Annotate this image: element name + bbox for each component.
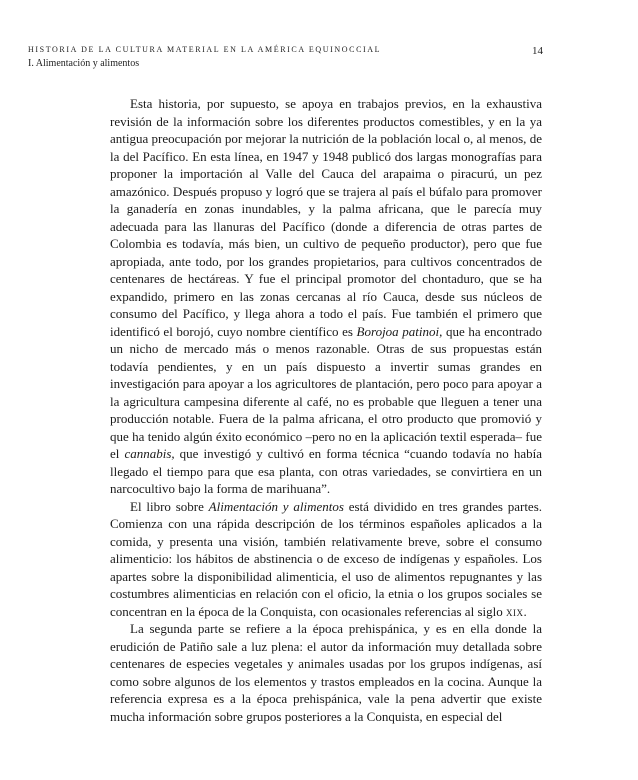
cannabis-term: cannabis, [124,446,175,461]
paragraph-2 [110,498,542,621]
running-title: HISTORIA DE LA CULTURA MATERIAL EN LA AMÉRICA EQUINOCCIAL [28,45,382,54]
scientific-name: Borojoa patinoi, [356,323,443,339]
body-text [110,95,542,725]
century-numeral: xix [505,603,524,619]
book-title: Alimentación y alimentos [208,498,344,514]
running-subtitle: I. Alimentación y alimentos [28,58,140,69]
paragraph-1-text-a: Esta historia, por supuesto, se apoya en trabajos previos, en la exhaustiva revisión de la información sobre los diferentes productos comestibles, y en la ya antigua preocupación por mejorar la nutrición de la población local o, al menos, de la del Pacífico. En esta línea, en 1947 y 1948 publicó dos largas monografías para proponer la importación al Valle del Cauca del arapaima o piracurú, un pez amazónico. Después propuso y logró que se trajera al país el búfalo para promover la ganadería en zonas inundables, y la palma africana, que le parecía muy adecuada para las llanuras del Pacífico (donde a diferencia de otras partes de Colombia es todavía, más bien, un cultivo de pequeño productor), pero que fue apropiada, ante todo, por los grandes propietarios, para cultivos concentrados de centenares de hectáreas. Y fue el principal promotor del chontaduro, que se ha expandido, primero en las zonas cercanas al río Cauca, desde sus núcleos de consumo del Pacífico, y llega ahora a todo el país. Fue también el primero que identificó el borojó, cuyo nombre científico es [110,96,542,339]
page-number: 14 [532,45,543,57]
paragraph-3: La segunda parte se refiere a la época prehispánica, y es en ella donde la erudición de Patiño sale a luz plena: el autor da información muy detallada sobre centenares de especies vegetales y animales usadas por los grupos indígenas, así como sobre algunos de los elementos y trastos empleados en la cocina. Aunque la referencia expresa es a la época prehispánica, vale la pena advertir que existe mucha información sobre grupos posteriores a la Conquista, en especial del [110,621,542,724]
paragraph-1-text-b: que ha encontrado un nicho de mercado más o menos razonable. Otras de sus propuestas están todavía pendientes, y en un país dispuesto a invertir sumas grandes en investigación para apoyar a los agricultores de plantación, pero poco para apoyar a la agricultura campesina diferente al café, no es probable que lleguen a tener una producción notable. Fuera de la palma africana, el otro producto que promovió y que ha tenido algún éxito económico –pero no en la aplicación textil esperada– fue el [110,323,542,461]
paragraph-2-text-a: El libro sobre [130,498,209,514]
paragraph-1-text-c: que investigó y cultivó en forma técnica “cuando todavía no había llegado el tiempo para que esa planta, con otras variedades, se convirtiera en un narcocultivo bajo la forma de marihuana”. [110,446,542,496]
paragraph-2-text-c: . [523,603,527,619]
paragraph-2-text-b: está dividido en tres grandes partes. Comienza con una rápida descripción de los términos españoles aplicados a la comida, y presenta una visión, también relativamente breve, sobre el consumo alimenticio: los hábitos de abstinencia o de exceso de indígenas y españoles. Los apartes sobre la disponibilidad alimenticia, el uso de alimentos repugnantes y las costumbres alimenticias en relación con el oficio, la etnia o los grupos sociales se concentran en la época de la Conquista, con ocasionales referencias al siglo [110,498,543,619]
paragraph-1 [110,95,542,498]
